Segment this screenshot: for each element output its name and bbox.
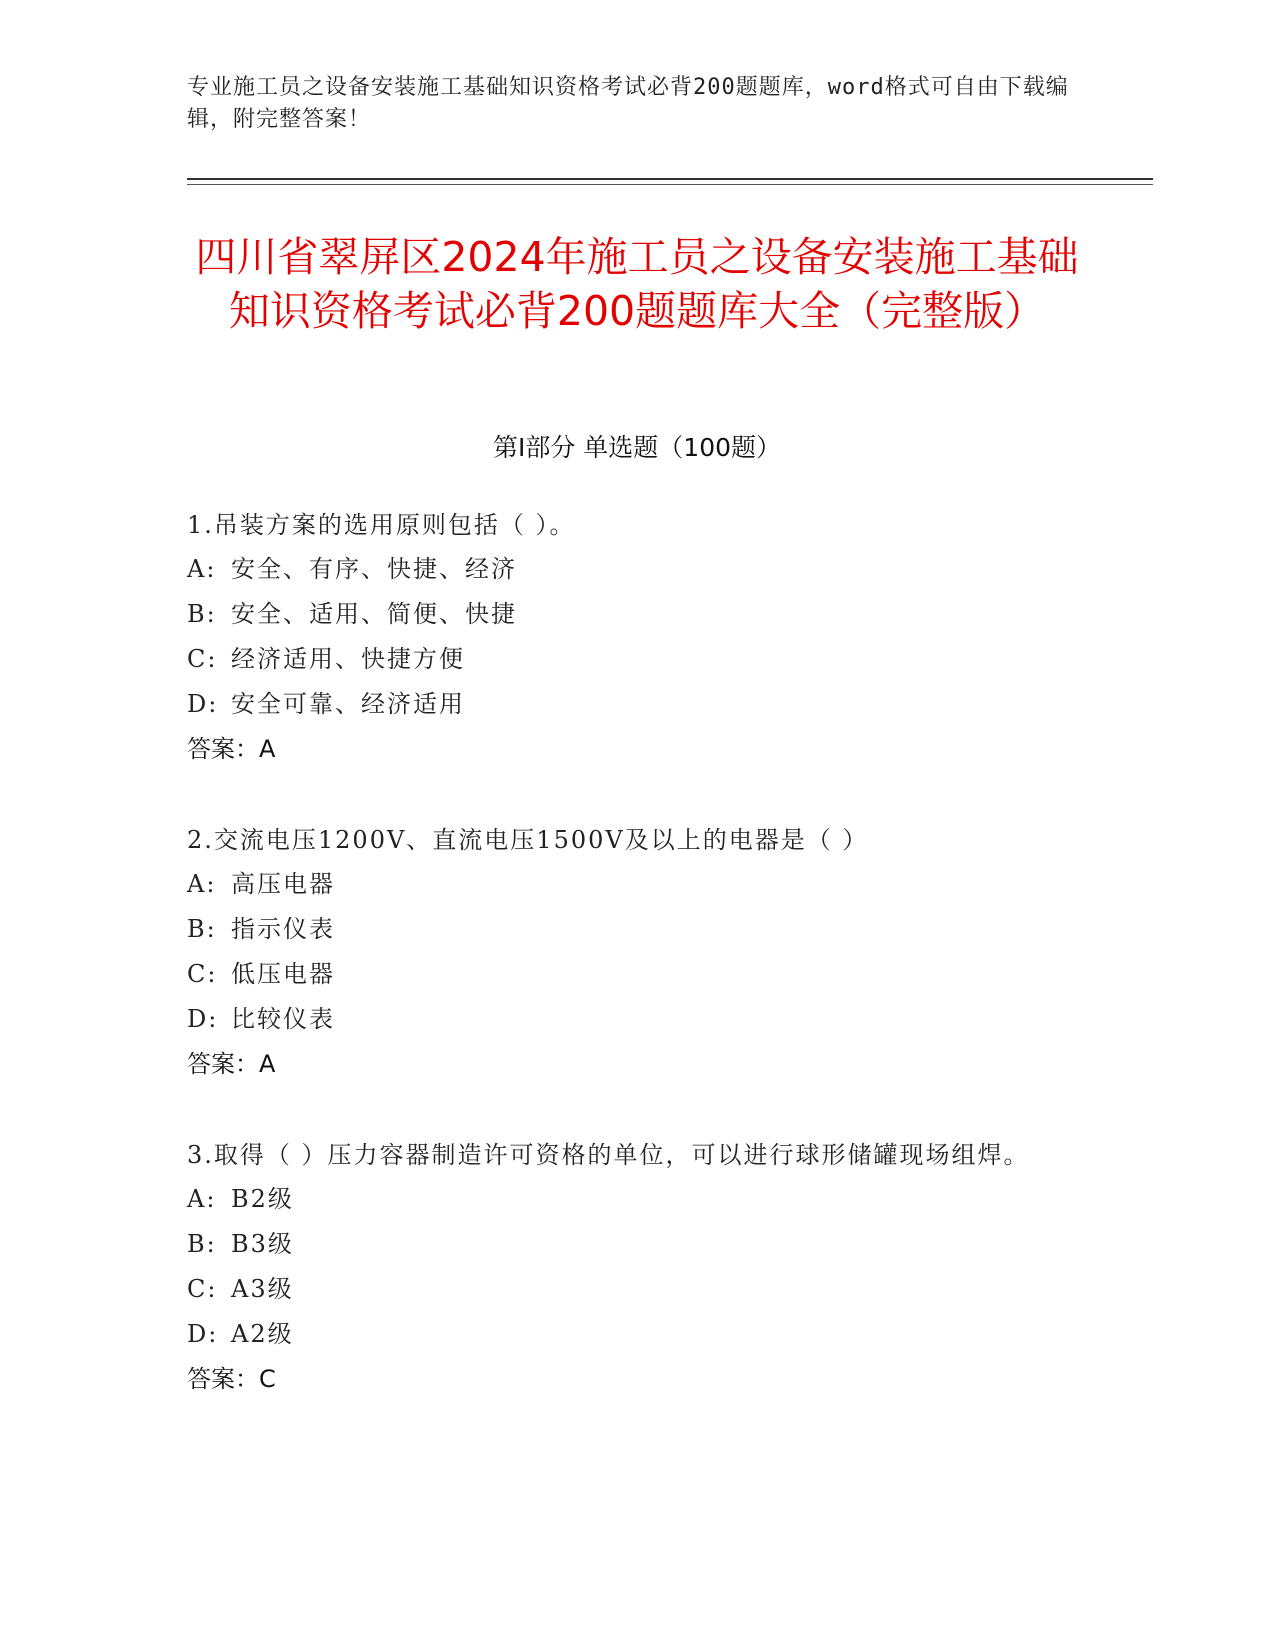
option-b [187, 907, 1087, 952]
question-stem: 3.取得（ ）压力容器制造许可资格的单位，可以进行球形储罐现场组焊。 [187, 1141, 1030, 1169]
option-key: B: [187, 915, 217, 943]
header-divider-thin [187, 184, 1153, 185]
header-divider-thick [187, 178, 1153, 180]
answer-line: 答案：A [187, 735, 276, 763]
section-heading: 第Ⅰ部分 单选题（100题） [492, 433, 782, 462]
option-key: A: [187, 555, 217, 583]
option-a [187, 1177, 1087, 1222]
option-text: A3级 [231, 1275, 294, 1303]
option-key: C: [187, 645, 218, 673]
option-text: 安全、有序、快捷、经济 [231, 555, 517, 583]
question-stem: 1.吊装方案的选用原则包括（ ）。 [187, 511, 576, 539]
option-c [187, 1267, 1087, 1312]
option-text: A2级 [231, 1320, 294, 1348]
option-d [187, 682, 1087, 727]
question-3 [187, 1133, 1087, 1402]
option-key: C: [187, 960, 218, 988]
option-text: B3级 [231, 1230, 294, 1258]
option-key: D: [187, 1320, 219, 1348]
option-key: A: [187, 1185, 217, 1213]
option-a [187, 862, 1087, 907]
option-key: A: [187, 870, 217, 898]
option-text: 经济适用、快捷方便 [231, 645, 465, 673]
option-text: 安全、适用、简便、快捷 [231, 600, 517, 628]
document-header-note: 专业施工员之设备安装施工基础知识资格考试必背200题题库，word格式可自由下载编辑，附完整答案！ [187, 75, 1069, 132]
option-key: B: [187, 600, 217, 628]
option-b [187, 1222, 1087, 1267]
option-text: 安全可靠、经济适用 [231, 690, 465, 718]
option-text: 指示仪表 [231, 915, 335, 943]
option-b [187, 592, 1087, 637]
option-a [187, 547, 1087, 592]
option-text: 高压电器 [231, 870, 335, 898]
option-c [187, 952, 1087, 997]
question-stem: 2.交流电压1200V、直流电压1500V及以上的电器是（ ） [187, 826, 869, 854]
option-d [187, 1312, 1087, 1357]
option-key: B: [187, 1230, 217, 1258]
option-key: D: [187, 1005, 219, 1033]
option-key: D: [187, 690, 219, 718]
option-text: B2级 [231, 1185, 294, 1213]
option-c [187, 637, 1087, 682]
option-d [187, 997, 1087, 1042]
option-key: C: [187, 1275, 218, 1303]
option-text: 低压电器 [231, 960, 335, 988]
question-1 [187, 503, 1087, 772]
question-2 [187, 818, 1087, 1087]
document-title: 四川省翠屏区2024年施工员之设备安装施工基础知识资格考试必背200题题库大全（完整版） [195, 233, 1079, 335]
option-text: 比较仪表 [231, 1005, 335, 1033]
answer-line: 答案：A [187, 1050, 276, 1078]
answer-line: 答案：C [187, 1365, 276, 1393]
